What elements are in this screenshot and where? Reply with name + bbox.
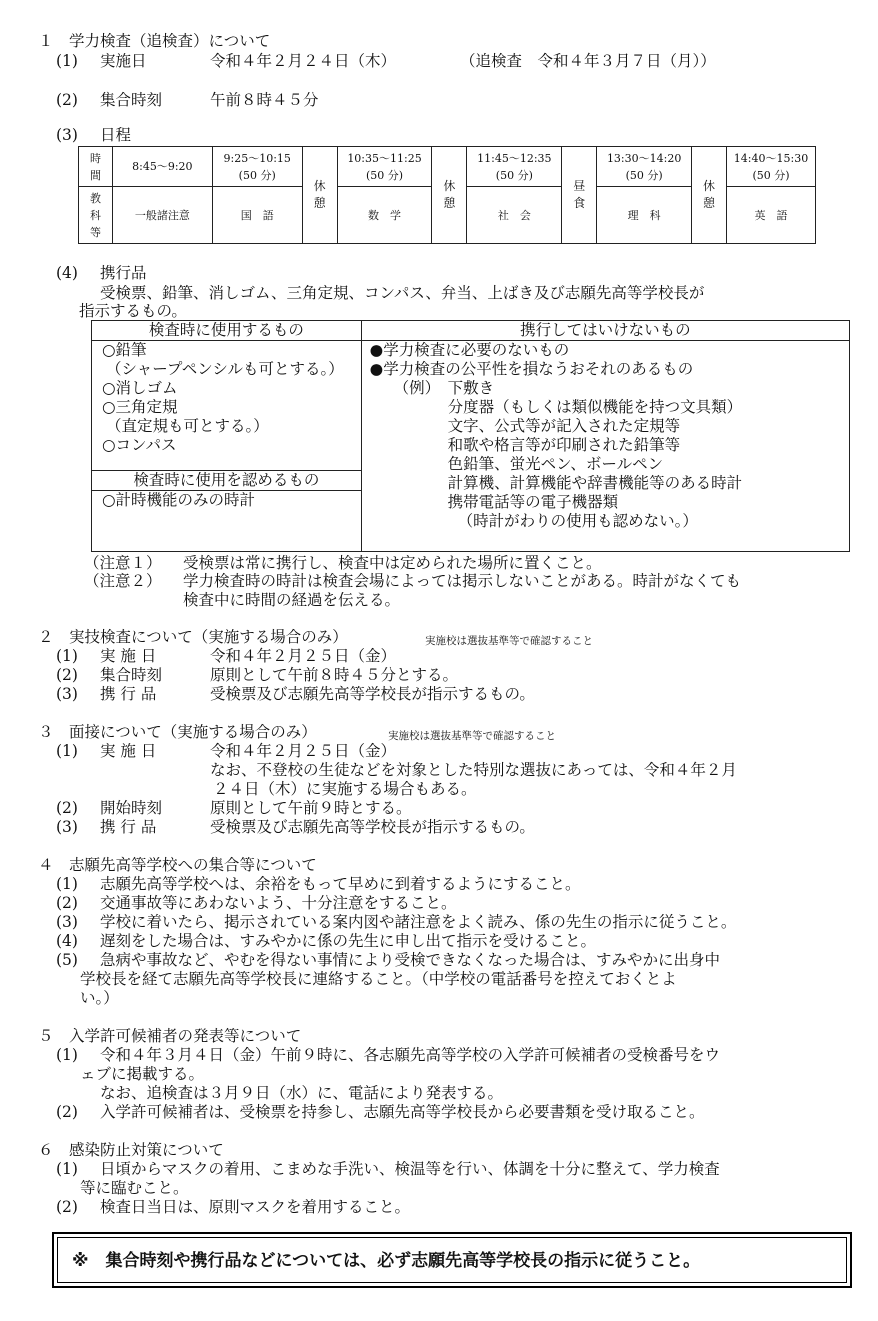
s1-items-label: 携行品: [100, 264, 147, 282]
schedule-subject-japanese: 国 語: [212, 187, 302, 244]
schedule-row-label-time: 時間: [79, 147, 113, 187]
items-use-item: ○三角定規: [102, 398, 178, 416]
s5-i1b: ェブに掲載する。: [80, 1065, 205, 1083]
s3-i1-note2: ２４日（木）に実施する場合もある。: [213, 780, 477, 798]
items-forbidden-header: 携行してはいけないもの: [362, 321, 849, 341]
s2-i3-num: (3): [56, 685, 78, 703]
items-use-cell: [92, 321, 362, 471]
section-1-heading: １ 学力検査（追検査）について: [38, 32, 271, 50]
s4-i4: 遅刻をした場合は、すみやかに係の先生に申し出て指示を受けること。: [100, 932, 597, 950]
s1-date-value: 令和４年２月２４日（木）: [210, 52, 397, 70]
items-allowed-cell: [92, 471, 362, 552]
items-forbidden-item: ●学力検査の公平性を損なうおそれのあるもの: [369, 360, 694, 378]
s3-i1-note1: なお、不登校の生徒などを対象とした特別な選抜にあっては、令和４年２月: [210, 761, 737, 779]
schedule-time-english: 14:40〜15:30 (50 分): [727, 147, 816, 187]
s2-i1-num: (1): [56, 647, 78, 665]
items-example: 色鉛筆、蛍光ペン、ボールペン: [447, 455, 664, 473]
s2-i2-value: 原則として午前８時４５分とする。: [210, 666, 459, 684]
items-use-item: ○鉛筆: [102, 341, 147, 359]
s5-i1c: なお、追検査は３月９日（水）に、電話により発表する。: [100, 1084, 504, 1102]
items-example: （時計がわりの使用も認めない。）: [457, 512, 698, 530]
s3-i3-label: 携 行 品: [100, 818, 157, 836]
section-4-heading: ４ 志願先高等学校への集合等について: [38, 856, 317, 874]
schedule-break-3: 休憩: [692, 147, 727, 244]
items-use-item: （シャープペンシルも可とする。）: [106, 360, 344, 378]
s3-i2-value: 原則として午前９時とする。: [210, 799, 412, 817]
s2-i3-label: 携 行 品: [100, 685, 157, 703]
schedule-time-japanese: 9:25〜10:15 (50 分): [212, 147, 302, 187]
s4-i4-num: (4): [56, 932, 78, 950]
notice-text: ※ 集合時刻や携行品などについては、必ず志願先高等学校長の指示に従うこと。: [57, 1237, 847, 1283]
section-3-heading: ３ 面接について（実施する場合のみ）: [38, 723, 317, 741]
section-6-heading: ６ 感染防止対策について: [38, 1141, 224, 1159]
s5-i1a: 令和４年３月４日（金）午前９時に、各志願先高等学校の入学許可候補者の受検番号をウ: [100, 1046, 721, 1064]
items-use-item: ○消しゴム: [102, 379, 178, 397]
s4-i3: 学校に着いたら、掲示されている案内図や諸注意をよく読み、係の先生の指示に従うこと。: [100, 913, 737, 931]
items-use-item: （直定規も可とする。）: [106, 417, 269, 435]
items-table: [91, 320, 850, 552]
s5-i1-num: (1): [56, 1046, 78, 1064]
s1-items-num: (4): [56, 264, 78, 282]
s1-note1-label: （注意１）: [84, 554, 162, 572]
s3-i1-value: 令和４年２月２５日（金）: [210, 742, 397, 760]
items-example: 文字、公式等が記入された定規等: [447, 417, 681, 435]
s3-i2-label: 開始時刻: [100, 799, 163, 817]
notice-box: [52, 1232, 852, 1288]
items-example: 和歌や格言等が印刷された鉛筆等: [447, 436, 681, 454]
s1-items-text-1: 受検票、鉛筆、消しゴム、三角定規、コンパス、弁当、上ばき及び志願先高等学校長が: [100, 284, 705, 302]
items-example-label: （例）: [393, 379, 441, 397]
s1-time-num: (2): [56, 91, 78, 109]
s2-i2-num: (2): [56, 666, 78, 684]
s6-i1-num: (1): [56, 1160, 78, 1178]
section-5-heading: ５ 入学許可候補者の発表等について: [38, 1027, 302, 1045]
schedule-break-1: 休憩: [302, 147, 337, 244]
s1-note2-label: （注意２）: [84, 572, 162, 590]
s5-i2-num: (2): [56, 1103, 78, 1121]
schedule-lunch: 昼食: [562, 147, 597, 244]
s3-i1-label: 実 施 日: [100, 742, 157, 760]
items-allowed-item: ○計時機能のみの時計: [102, 491, 256, 509]
schedule-time-science: 13:30〜14:20 (50 分): [597, 147, 692, 187]
s4-i2: 交通事故等にあわないよう、十分注意をすること。: [100, 894, 457, 912]
s1-time-value: 午前８時４５分: [210, 91, 319, 109]
s1-note2a: 学力検査時の時計は検査会場によっては掲示しないことがある。時計がなくても: [183, 572, 742, 590]
s3-i3-num: (3): [56, 818, 78, 836]
s6-i2: 検査日当日は、原則マスクを着用すること。: [100, 1198, 411, 1216]
s6-i2-num: (2): [56, 1198, 78, 1216]
s3-i1-num: (1): [56, 742, 78, 760]
s2-i1-label: 実 施 日: [100, 647, 157, 665]
items-example: 携帯電話等の電子機器類: [447, 493, 619, 511]
items-example-list: [448, 379, 743, 531]
s1-note2b: 検査中に時間の経過を伝える。: [183, 591, 401, 609]
items-use-item: ○コンパス: [102, 436, 177, 454]
s1-sched-num: (3): [56, 126, 78, 144]
s1-note1: 受検票は常に携行し、検査中は定められた場所に置くこと。: [183, 554, 602, 572]
items-forbidden-item: ●学力検査に必要のないもの: [369, 341, 570, 359]
s1-date-label: 実施日: [100, 52, 147, 70]
items-example: 下敷き: [447, 379, 495, 397]
s2-i3-value: 受検票及び志願先高等学校長が指示するもの。: [210, 685, 535, 703]
s1-date-num: (1): [56, 52, 78, 70]
schedule-subject-social: 社 会: [467, 187, 562, 244]
schedule-subject-general: 一般諸注意: [112, 187, 212, 244]
s2-i1-value: 令和４年２月２５日（金）: [210, 647, 397, 665]
s2-i2-label: 集合時刻: [100, 666, 163, 684]
section-2-heading: ２ 実技検査について（実施する場合のみ）: [38, 628, 348, 646]
s5-i2: 入学許可候補者は、受検票を持参し、志願先高等学校長から必要書類を受け取ること。: [100, 1103, 705, 1121]
s1-items-text-2: 指示するもの。: [79, 302, 187, 320]
items-example: 計算機、計算機能や辞書機能等のある時計: [447, 474, 743, 492]
schedule-time-general: 8:45〜9:20: [112, 147, 212, 187]
s2-small-note: 実施校は選抜基準等で確認すること: [425, 635, 593, 647]
schedule-time-math: 10:35〜11:25 (50 分): [337, 147, 432, 187]
s4-i2-num: (2): [56, 894, 78, 912]
s3-small-note: 実施校は選抜基準等で確認すること: [388, 730, 556, 742]
items-allowed-header: 検査時に使用を認めるもの: [92, 471, 361, 491]
s3-i2-num: (2): [56, 799, 78, 817]
items-example: 分度器（もしくは類似機能を持つ文具類）: [447, 398, 743, 416]
schedule-break-2: 休憩: [432, 147, 467, 244]
s4-i1-num: (1): [56, 875, 78, 893]
s4-i5-num: (5): [56, 951, 78, 969]
schedule-subject-math: 数 学: [337, 187, 432, 244]
schedule-row-label-subject: 教科等: [79, 187, 113, 244]
s4-i3-num: (3): [56, 913, 78, 931]
s1-date-extra: （追検査 令和４年３月７日（月））: [460, 52, 716, 70]
items-forbidden-cell: [361, 321, 849, 552]
s4-i1: 志願先高等学校へは、余裕をもって早めに到着するようにすること。: [100, 875, 581, 893]
s4-i5c: い。）: [80, 989, 119, 1007]
s4-i5a: 急病や事故など、やむを得ない事情により受検できなくなった場合は、すみやかに出身中: [100, 951, 721, 969]
s3-i3-value: 受検票及び志願先高等学校長が指示するもの。: [210, 818, 535, 836]
s1-sched-label: 日程: [100, 126, 132, 144]
schedule-subject-english: 英 語: [727, 187, 816, 244]
schedule-time-social: 11:45〜12:35 (50 分): [467, 147, 562, 187]
s1-time-label: 集合時刻: [100, 91, 163, 109]
s6-i1a: 日頃からマスクの着用、こまめな手洗い、検温等を行い、体調を十分に整えて、学力検査: [100, 1160, 720, 1178]
schedule-table: [78, 146, 816, 244]
schedule-subject-science: 理 科: [597, 187, 692, 244]
s4-i5b: 学校長を経て志願先高等学校長に連絡すること。（中学校の電話番号を控えておくとよ: [80, 970, 677, 988]
s6-i1b: 等に臨むこと。: [80, 1179, 189, 1197]
items-use-header: 検査時に使用するもの: [92, 321, 361, 341]
